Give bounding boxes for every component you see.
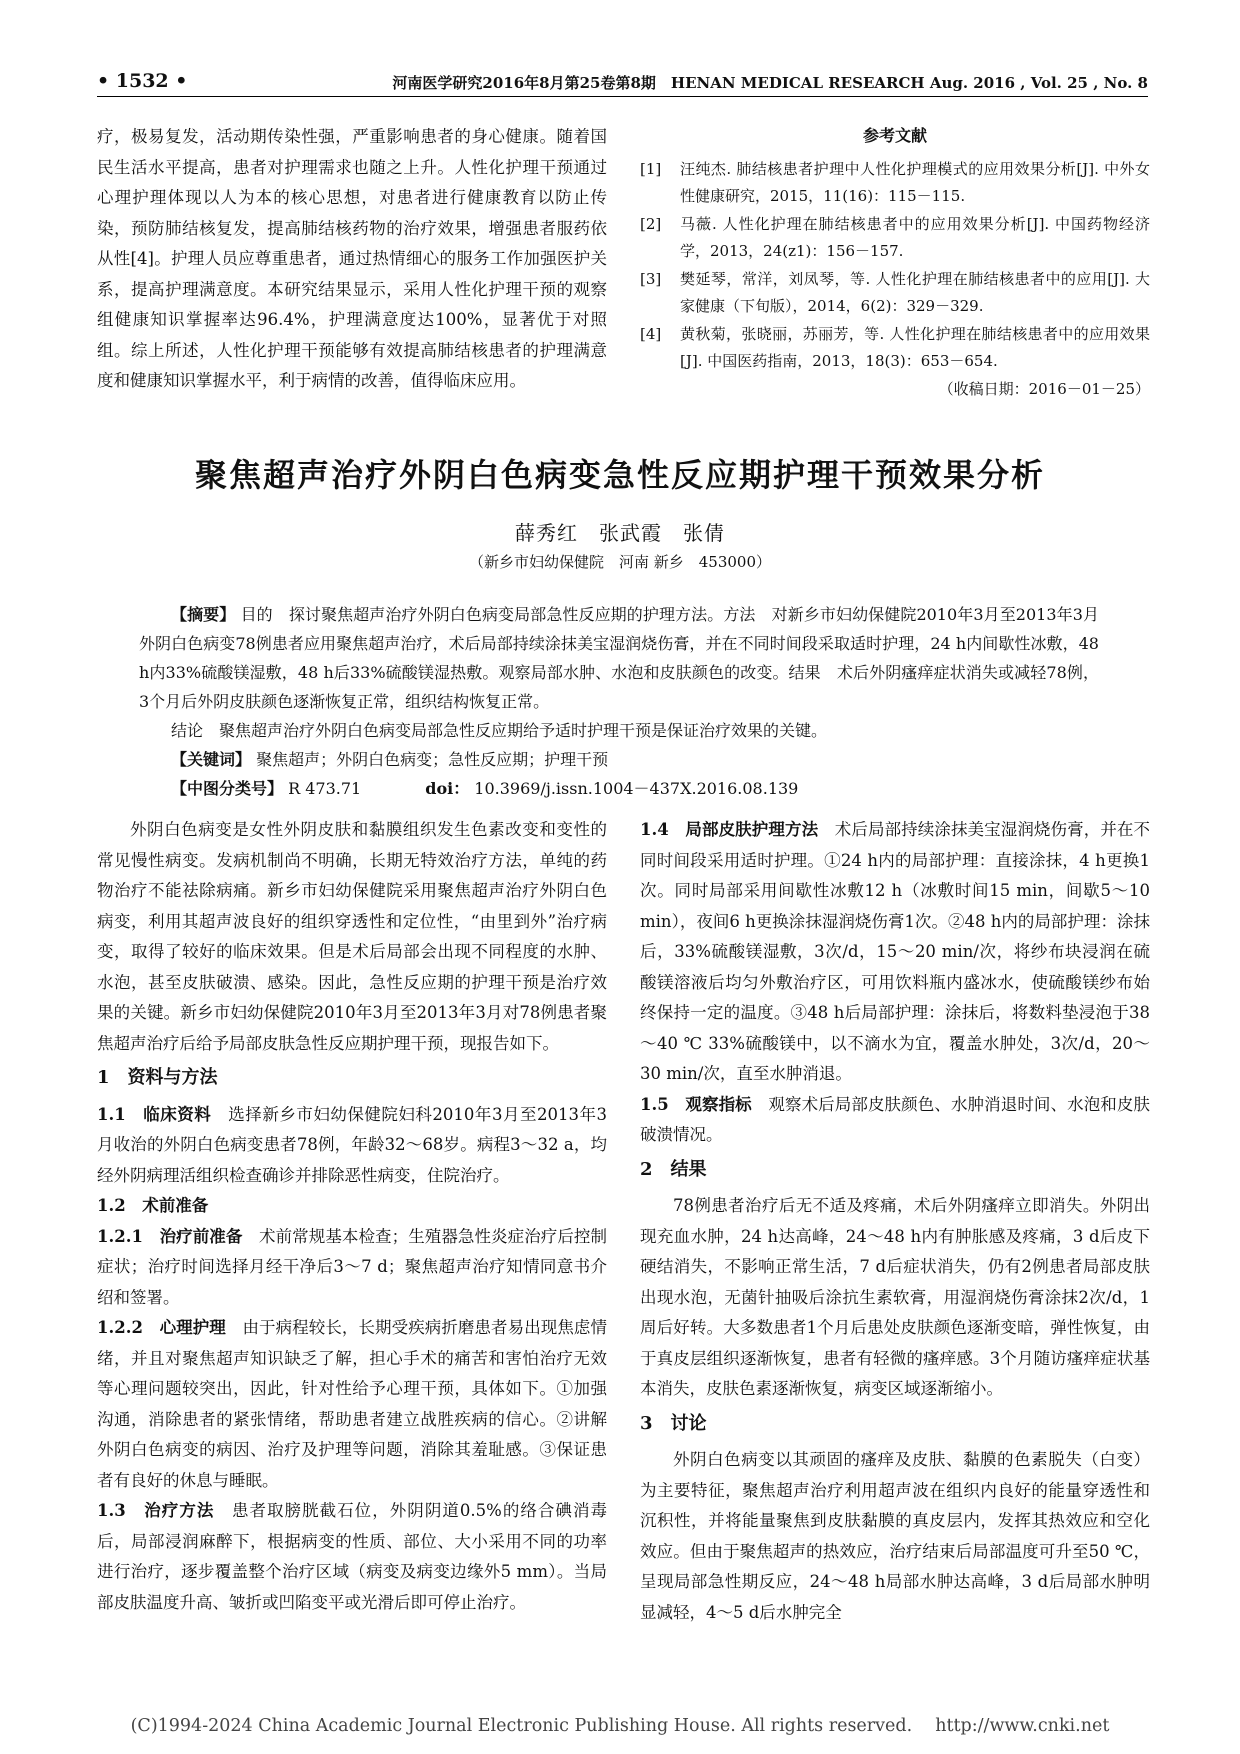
copyright-footer: (C)1994-2024 China Academic Journal Electronic Publishing House. All rights reserved. http://www.cnki.net xyxy=(130,1716,1110,1736)
references-title: 参考文献 xyxy=(862,126,927,145)
doi-text: 10.3969/j.issn.1004－437X.2016.08.139 xyxy=(474,779,799,798)
classification-code: R 473.71 xyxy=(288,779,362,798)
paragraph-text: 由于病程较长，长期受疾病折磨患者易出现焦虑情绪，并且对聚焦超声知识缺乏了解，担心手术的痛苦和害怕治疗无效等心理问题较突出，因此，针对性给予心理干预，具体如下。①加强沟通，消除患者的紧张情绪，帮助患者建立战胜疾病的信心。②讲解外阴白色病变的病因、治疗及护理等问题，消除其羞耻感。③保证患者有良好的休息与睡眠。 xyxy=(97,1318,608,1490)
reference-text: 汪纯杰. 肺结核患者护理中人性化护理模式的应用效果分析[J]. 中外女性健康研究，2015，11(16)：115－115. xyxy=(680,159,1150,205)
subsection-heading: 1.4 局部皮肤护理方法 xyxy=(640,820,819,839)
reference-text: 黄秋菊，张晓丽，苏丽芳，等. 人性化护理在肺结核患者中的应用效果[J]. 中国医药指南，2013，18(3)：653－654. xyxy=(680,324,1150,370)
reference-text: 樊延琴，常洋，刘凤琴，等. 人性化护理在肺结核患者中的应用[J]. 大家健康（下旬版），2014，6(2)：329－329. xyxy=(680,269,1150,315)
reference-number: [1] xyxy=(640,159,662,178)
article-title: 聚焦超声治疗外阴白色病变急性反应期护理干预效果分析 xyxy=(194,456,1045,494)
header-rule xyxy=(97,96,1148,97)
article-affiliation: （新乡市妇幼保健院 河南 新乡 453000） xyxy=(468,553,772,571)
paragraph-1-5 xyxy=(640,1090,1150,1151)
page-number: • 1532 • xyxy=(97,70,188,92)
keywords-label: 【关键词】 xyxy=(171,750,252,769)
body-right-column xyxy=(640,815,1150,1628)
intro-paragraph: 外阴白色病变是女性外阴皮肤和黏膜组织发生色素改变和变性的常见慢性病变。发病机制尚不明确，长期无特效治疗方法，单纯的药物治疗不能祛除病痛。新乡市妇幼保健院采用聚焦超声治疗外阴白色病变，利用其超声波良好的组织穿透性和定位性，“由里到外”治疗病变，取得了较好的临床效果。但是术后局部会出现不同程度的水肿、水泡，甚至皮肤破溃、感染。因此，急性反应期的护理干预是治疗效果的关键。新乡市妇幼保健院2010年3月至2013年3月对78例患者聚焦超声治疗后给予局部皮肤急性反应期护理干预，现报告如下。 xyxy=(97,820,607,1053)
reference-text: 马薇. 人性化护理在肺结核患者中的应用效果分析[J]. 中国药物经济学，2013，24(z1)：156－157. xyxy=(680,214,1150,260)
results-paragraph: 78例患者治疗后无不适及疼痛，术后外阴瘙痒立即消失。外阴出现充血水肿，24 h达高峰，24～48 h内有肿胀感及疼痛，3 d后皮下硬结消失，不影响正常生活，7 d后症状消失，仍有2例患者局部皮肤出现水泡，无菌针抽吸后涂抗生素软膏，用湿润烧伤膏涂抹2次/d，1周后好转。大多数患者1个月后患处皮肤颜色逐渐变暗，弹性恢复，由于真皮层组织逐渐恢复，患者有轻微的瘙痒感。3个月随访瘙痒症状基本消失，皮肤色素逐渐恢复，病变区域逐渐缩小。 xyxy=(640,1196,1150,1398)
abstract-paragraph xyxy=(139,600,1099,716)
paragraph-1-3 xyxy=(97,1496,607,1618)
previous-article-ending xyxy=(97,122,607,397)
abstract-conclusion: 结论 聚焦超声治疗外阴白色病变局部急性反应期给予适时护理干预是保证治疗效果的关键。 xyxy=(171,721,828,740)
keywords-text: 聚焦超声；外阴白色病变；急性反应期；护理干预 xyxy=(256,750,609,769)
subsection-heading: 1.1 临床资料 xyxy=(97,1104,212,1124)
section-heading: 3 讨论 xyxy=(640,1412,707,1434)
discussion-paragraph: 外阴白色病变以其顽固的瘙痒及皮肤、黏膜的色素脱失（白变）为主要特征，聚焦超声治疗利用超声波在组织内良好的能量穿透性和沉积性，并将能量聚焦到皮肤黏膜的真皮层内，发挥其热效应和空化效应。但由于聚焦超声的热效应，治疗结束后局部温度可升至50 ℃，呈现局部急性期反应，24～48 h局部水肿达高峰，3 d后局部水肿明显减轻，4～5 d后水肿完全 xyxy=(640,1450,1150,1622)
paragraph-text: 患者取膀胱截石位，外阴阴道0.5%的络合碘消毒后，局部浸润麻醉下，根据病变的性质、部位、大小采用不同的功率进行治疗，逐步覆盖整个治疗区域（病变及病变边缘外5 mm）。当局部皮肤温度升高、皱折或凹陷变平或光滑后即可停止治疗。 xyxy=(97,1501,607,1612)
section-heading: 1 资料与方法 xyxy=(97,1067,218,1088)
paragraph-text: 术后局部持续涂抹美宝湿润烧伤膏，并在不同时间段采用适时护理。①24 h内的局部护理：直接涂抹，4 h更换1次。同时局部采用间歇性冰敷12 h（冰敷时间15 min，间歇5～10 min），夜间6 h更换涂抹湿润烧伤膏1次。②48 h内的局部护理：涂抹后，33%硫酸镁湿敷，3次/d，15～20 min/次，将纱布块浸润在硫酸镁溶液后均匀外敷治疗区，可用饮料瓶内盛冰水，使硫酸镁纱布始终保持一定的温度。③48 h后局部护理：涂抹后，将数料垫浸泡于38～40 ℃ 33%硫酸镁中，以不滴水为宜，覆盖水肿处，3次/d，20～30 min/次，直至水肿消退。 xyxy=(640,820,1151,1083)
paragraph-1-4 xyxy=(640,815,1150,1090)
subsection-heading: 1.2 术前准备 xyxy=(97,1196,209,1215)
paragraph-1-1 xyxy=(97,1100,607,1192)
reference-item xyxy=(640,266,1150,321)
reference-item xyxy=(640,156,1150,211)
reference-number: [3] xyxy=(640,269,662,288)
abstract-label: 【摘要】 xyxy=(171,605,236,624)
subsection-heading: 1.2.2 心理护理 xyxy=(97,1318,226,1337)
subsection-heading: 1.5 观察指标 xyxy=(640,1094,752,1114)
paragraph-text: 观察术后局部皮肤颜色、水肿消退时间、水泡和皮肤破溃情况。 xyxy=(640,1094,1151,1144)
abstract xyxy=(139,600,1099,803)
abstract-text: 目的 探讨聚焦超声治疗外阴白色病变局部急性反应期的护理方法。方法 对新乡市妇幼保健院2010年3月至2013年3月外阴白色病变78例患者应用聚焦超声治疗，术后局部持续涂抹美宝湿润烧伤膏，并在不同时间段采取适时护理，24 h内间歇性冰敷，48 h内33%硫酸镁湿敷，48 h后33%硫酸镁湿热敷。观察局部水肿、水泡和皮肤颜色的改变。结果 术后外阴瘙痒症状消失或减轻78例，3个月后外阴皮肤颜色逐渐恢复正常，组织结构恢复正常。 xyxy=(139,605,1099,711)
reference-number: [4] xyxy=(640,324,662,343)
paragraph-text: 术前常规基本检查；生殖器急性炎症治疗后控制症状；治疗时间选择月经干净后3～7 d；聚焦超声治疗知情同意书介绍和签署。 xyxy=(97,1226,608,1307)
body-left-column xyxy=(97,815,607,1618)
journal-header: 河南医学研究2016年8月第25卷第8期 HENAN MEDICAL RESEARCH Aug. 2016 , Vol. 25 , No. 8 xyxy=(392,74,1148,92)
doi-label: doi： xyxy=(425,779,470,798)
keywords-line xyxy=(139,745,1099,774)
classification-line xyxy=(139,774,1099,803)
classification-label: 【中图分类号】 xyxy=(171,779,284,798)
article-authors: 薛秀红 张武霞 张倩 xyxy=(515,521,725,545)
reference-item xyxy=(640,321,1150,376)
paragraph-1-2-1 xyxy=(97,1222,607,1314)
reference-item xyxy=(640,211,1150,266)
subsection-heading: 1.2.1 治疗前准备 xyxy=(97,1226,243,1246)
section-heading: 2 结果 xyxy=(640,1158,707,1180)
references xyxy=(640,122,1150,403)
previous-article-text: 疗，极易复发，活动期传染性强，严重影响患者的身心健康。随着国民生活水平提高，患者对护理需求也随之上升。人性化护理干预通过心理护理体现以人为本的核心思想，对患者进行健康教育以防止传染，预防肺结核复发，提高肺结核药物的治疗效果，增强患者服药依从性[4]。护理人员应尊重患者，通过热情细心的服务工作加强医护关系，提高护理满意度。本研究结果显示，采用人性化护理干预的观察组健康知识掌握率达96.4%，护理满意度达100%，显著优于对照组。综上所述，人性化护理干预能够有效提高肺结核患者的护理满意度和健康知识掌握水平，利于病情的改善，值得临床应用。 xyxy=(97,127,607,390)
paragraph-1-2-2 xyxy=(97,1313,607,1496)
received-date: （收稿日期：2016－01－25） xyxy=(938,379,1150,398)
subsection-heading: 1.3 治疗方法 xyxy=(97,1501,215,1520)
paragraph-text: 选择新乡市妇幼保健院妇科2010年3月至2013年3月收治的外阴白色病变患者78例，年龄32～68岁。病程3～32 a，均经外阴病理活组织检查确诊并排除恶性病变，住院治疗。 xyxy=(97,1104,607,1185)
reference-number: [2] xyxy=(640,214,662,233)
